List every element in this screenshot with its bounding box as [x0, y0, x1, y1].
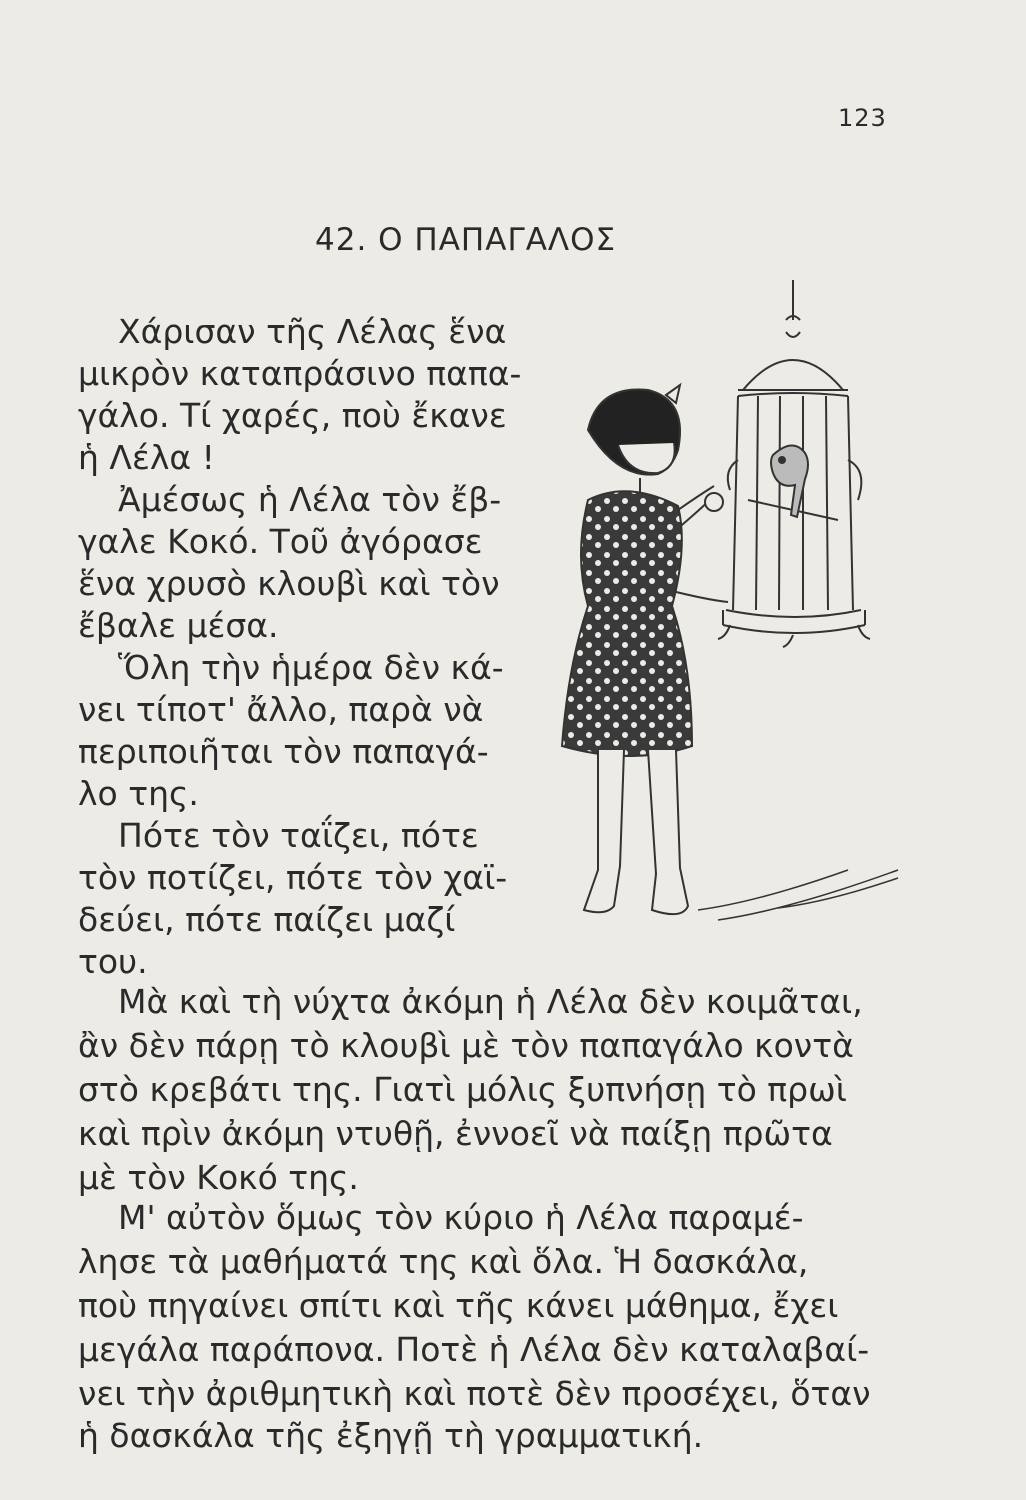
text-line: ἂν δὲν πάρῃ τὸ κλουβὶ μὲ τὸν παπαγάλο κοντὰ [78, 1026, 854, 1065]
text-line: στὸ κρεβάτι της. Γιατὶ μόλις ξυπνήσῃ τὸ πρωὶ [78, 1070, 847, 1109]
text-line: περιποιῆται τὸν παπαγά- [78, 732, 489, 771]
chapter-title: 42. Ο ΠΑΠΑΓΑΛΟΣ [315, 222, 617, 258]
text-line: ἡ δασκάλα τῆς ἐξηγῇ τὴ γραμματική. [78, 1416, 704, 1455]
text-line: μικρὸν καταπράσινο παπα- [78, 354, 522, 393]
text-line: νει τὴν ἀριθμητικὴ καὶ ποτὲ δὲν προσέχει, ὅταν [78, 1374, 871, 1413]
text-line: λο της. [78, 774, 199, 813]
text-line: μεγάλα παράπονα. Ποτὲ ἡ Λέλα δὲν καταλαβαί- [78, 1330, 870, 1369]
girl-with-parrot-cage-illustration [548, 280, 918, 960]
text-line: Μὰ καὶ τὴ νύχτα ἀκόμη ἡ Λέλα δὲν κοιμᾶται, [118, 982, 863, 1021]
text-line: ἡ Λέλα ! [78, 438, 215, 477]
text-line: ἕνα χρυσὸ κλουβὶ καὶ τὸν [78, 564, 500, 603]
text-line: Χάρισαν τῆς Λέλας ἕνα [118, 312, 507, 351]
text-line: ἔβαλε μέσα. [78, 606, 279, 645]
text-line: Μ' αὐτὸν ὅμως τὸν κύριο ἡ Λέλα παραμέ- [118, 1198, 804, 1237]
text-line: καὶ πρὶν ἀκόμη ντυθῇ, ἐννοεῖ νὰ παίξῃ πρῶτα [78, 1114, 833, 1153]
text-line: λησε τὰ μαθήματά της καὶ ὅλα. Ἡ δασκάλα, [78, 1242, 809, 1281]
girl-figure [562, 385, 898, 920]
text-line: τὸν ποτίζει, πότε τὸν χαϊ- [78, 858, 508, 897]
text-line: ποὺ πηγαίνει σπίτι καὶ τῆς κάνει μάθημα, ἔχει [78, 1286, 839, 1325]
text-line: του. [78, 942, 148, 981]
text-line: Ἀμέσως ἡ Λέλα τὸν ἔβ- [118, 480, 502, 519]
text-line: Ὅλη τὴν ἡμέρα δὲν κά- [118, 648, 504, 687]
text-line: δεύει, πότε παίζει μαζί [78, 900, 456, 939]
text-line: γάλο. Τί χαρές, ποὺ ἔκανε [78, 396, 507, 435]
text-line: μὲ τὸν Κοκό της. [78, 1158, 359, 1197]
cage-icon [718, 280, 870, 647]
text-line: Πότε τὸν ταΐζει, πότε [118, 816, 479, 855]
text-line: νει τίποτ' ἄλλο, παρὰ νὰ [78, 690, 484, 729]
text-line: γαλε Κοκό. Τοῦ ἀγόρασε [78, 522, 483, 561]
page-number: 123 [838, 104, 887, 132]
